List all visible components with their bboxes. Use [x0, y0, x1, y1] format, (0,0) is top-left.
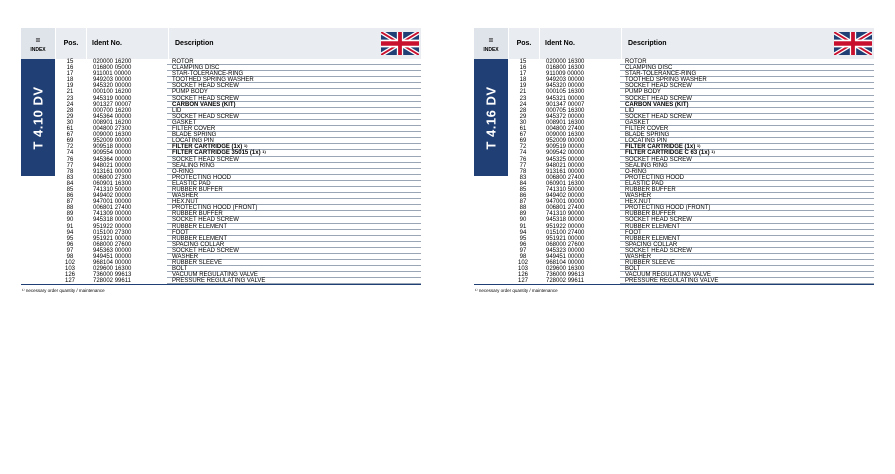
ident-cell: 728002 99611 — [546, 278, 584, 285]
table-header — [474, 28, 874, 59]
pos-cell: 24 — [66, 101, 74, 108]
description-column-label: Description — [175, 40, 214, 47]
pos-cell: 30 — [519, 119, 527, 126]
pos-cell: 19 — [66, 83, 74, 90]
description-text: FILTER COVER — [625, 126, 669, 133]
pos-cell: 126 — [517, 272, 528, 279]
pos-cell: 21 — [66, 89, 74, 96]
description-text: FILTER CARTRIDGE C 63 (1x) — [625, 150, 710, 157]
description-column-header — [168, 28, 421, 59]
footnote-marker: 1) — [696, 143, 701, 149]
pos-cell: 83 — [66, 174, 74, 181]
description-text: FILTER COVER — [172, 126, 216, 133]
ident-cell: 016800 16300 — [546, 65, 585, 72]
pos-cell: 28 — [66, 107, 74, 114]
pos-cell: 85 — [66, 186, 74, 193]
description-text: PUMP BODY — [172, 89, 208, 96]
description-text: SPACING COLLAR — [625, 241, 678, 248]
description-text: SOCKET HEAD SCREW — [625, 217, 692, 224]
ident-cell: 009000 16300 — [93, 132, 132, 139]
pos-cell: 74 — [519, 150, 527, 157]
pos-cell: 97 — [66, 247, 74, 254]
description-text: RUBBER BUFFER — [625, 186, 676, 193]
index-label: INDEX — [30, 47, 46, 53]
pos-cell: 102 — [64, 260, 75, 267]
ident-cell: 015100 27300 — [93, 229, 132, 236]
pos-cell: 84 — [66, 180, 74, 187]
pos-cell: 77 — [519, 162, 527, 169]
ident-cell: 948021 00000 — [546, 162, 585, 169]
pos-cell: 76 — [66, 156, 74, 163]
pos-cell: 86 — [66, 193, 74, 200]
ident-cell: 945320 00000 — [546, 83, 585, 90]
ident-cell: 009000 16300 — [546, 132, 585, 139]
description-text: WASHER — [172, 193, 199, 200]
description-text: ROTOR — [625, 59, 647, 65]
ident-cell: 968104 00000 — [546, 260, 585, 267]
table-body — [474, 59, 874, 284]
description-text: BOLT — [172, 266, 188, 273]
pos-cell: 103 — [64, 266, 75, 273]
footnote: ¹⁾ necessary order quantity / maintenance — [475, 288, 558, 294]
ident-cell: 060901 16300 — [93, 180, 132, 187]
pos-cell: 91 — [66, 223, 74, 230]
ident-cell: 945325 00000 — [546, 156, 585, 163]
description-text: FILTER CARTRIDGE (1x) — [625, 144, 696, 151]
ident-cell: 948021 00000 — [93, 162, 132, 169]
description-text: PRESSURE REGULATING VALVE — [625, 278, 719, 285]
ident-cell: 008901 16300 — [546, 119, 585, 126]
ident-cell: 949203 00000 — [546, 77, 585, 84]
ident-cell: 945363 00000 — [93, 247, 132, 254]
pos-cell: 87 — [519, 199, 527, 206]
pos-cell: 28 — [519, 107, 527, 114]
ident-cell: 000105 16300 — [546, 89, 585, 96]
description-text: CLAMPING DISC — [625, 65, 673, 72]
description-text: PROTECTING HOOD (FRONT) — [625, 205, 711, 212]
description-text: PRESSURE REGULATING VALVE — [172, 278, 266, 285]
parts-table — [21, 28, 421, 285]
description-text: RUBBER SLEEVE — [625, 260, 676, 267]
description-text: SOCKET HEAD SCREW — [172, 247, 239, 254]
ident-cell: 911009 00000 — [546, 71, 584, 78]
ident-cell: 006801 27400 — [93, 205, 132, 212]
description-text: SPACING COLLAR — [172, 241, 225, 248]
ident-cell: 020000 16200 — [93, 59, 132, 65]
description-text: LID — [625, 107, 635, 114]
pos-cell: 90 — [66, 217, 74, 224]
pos-cell: 96 — [519, 241, 527, 248]
pos-cell: 16 — [519, 65, 527, 72]
pos-cell: 76 — [519, 156, 527, 163]
footnote-marker: 1) — [262, 149, 266, 155]
description-text: SOCKET HEAD SCREW — [625, 95, 692, 102]
pos-cell: 78 — [519, 168, 527, 175]
pos-cell: 85 — [519, 186, 527, 193]
ident-cell: 736000 99613 — [93, 272, 132, 279]
ident-cell: 947001 00000 — [546, 199, 585, 206]
ident-cell: 741310 50000 — [546, 186, 585, 193]
ident-cell: 006801 27400 — [546, 205, 585, 212]
description-column-label: Description — [628, 40, 667, 47]
ident-cell: 741310 50000 — [93, 186, 132, 193]
ident-cell: 741309 00000 — [93, 211, 132, 218]
description-text: HEX.NUT — [625, 199, 652, 206]
pos-cell: 95 — [66, 235, 74, 242]
pos-cell: 21 — [519, 89, 527, 96]
index-dash: = — [35, 36, 41, 45]
pos-cell: 88 — [519, 205, 527, 212]
pos-cell: 127 — [64, 278, 75, 285]
pos-cell: 102 — [517, 260, 528, 267]
parts-table — [474, 28, 874, 285]
description-text: RUBBER BUFFER — [172, 211, 223, 218]
pos-cell: 94 — [519, 229, 527, 236]
description-text: RUBBER BUFFER — [172, 186, 223, 193]
ident-cell: 909518 00000 — [93, 144, 132, 151]
description-text: RUBBER ELEMENT — [625, 223, 681, 230]
description-text: SOCKET HEAD SCREW — [625, 156, 692, 163]
description-text: SOCKET HEAD SCREW — [625, 113, 692, 120]
pos-cell: 19 — [519, 83, 527, 90]
pos-cell: 127 — [517, 278, 528, 285]
description-text: PROTECTING HOOD — [172, 174, 232, 181]
description-text: RUBBER BUFFER — [625, 211, 676, 218]
ident-cell: 909542 00000 — [546, 150, 585, 157]
ident-cell: 945318 00000 — [546, 217, 585, 224]
ident-column-header: Ident No. — [539, 28, 621, 59]
description-text: ELASTIC PAD — [172, 180, 211, 187]
description-text: SOCKET HEAD SCREW — [172, 83, 239, 90]
row-list — [508, 59, 874, 284]
ident-cell: 020000 16300 — [546, 59, 585, 65]
ident-cell: 945323 00000 — [546, 247, 585, 254]
ident-cell: 004800 27300 — [93, 126, 132, 133]
ident-cell: 736000 99613 — [546, 272, 585, 279]
ident-cell: 949451 00000 — [93, 254, 132, 260]
footnote: ¹⁾ necessary order quantity / maintenance — [22, 288, 105, 294]
description-text: BLADE SPRING — [625, 132, 670, 139]
table-body — [21, 59, 421, 284]
pos-cell: 91 — [519, 223, 527, 230]
ident-cell: 909554 00000 — [93, 150, 132, 157]
description-text: FILTER CARTRIDGE (1x) — [172, 144, 243, 151]
pos-cell: 67 — [519, 132, 527, 139]
ident-cell: 006800 27300 — [93, 174, 132, 181]
pos-cell: 16 — [66, 65, 74, 72]
ident-cell: 029600 16300 — [546, 266, 585, 273]
ident-cell: 947001 00000 — [93, 199, 132, 206]
ident-cell: 741310 90000 — [546, 211, 585, 218]
pos-cell: 89 — [66, 211, 74, 218]
ident-cell: 901327 00007 — [93, 101, 132, 108]
pos-cell: 29 — [66, 113, 74, 120]
pos-cell: 74 — [66, 150, 74, 157]
pos-cell: 98 — [66, 254, 74, 260]
uk-flag-icon — [381, 32, 419, 55]
ident-cell: 949402 00000 — [93, 193, 132, 200]
description-text: SOCKET HEAD SCREW — [625, 247, 692, 254]
parts-table-right — [474, 28, 874, 294]
ident-cell: 911001 00000 — [93, 71, 131, 78]
description-text: CLAMPING DISC — [172, 65, 220, 72]
index-header-cell — [21, 28, 55, 59]
pos-cell: 83 — [519, 174, 527, 181]
ident-cell: 913161 00000 — [546, 168, 585, 175]
pos-cell: 88 — [66, 205, 74, 212]
ident-column-header: Ident No. — [86, 28, 168, 59]
pos-cell: 95 — [519, 235, 527, 242]
ident-cell: 951921 00000 — [93, 235, 132, 242]
ident-cell: 909519 00000 — [546, 144, 585, 151]
description-text: FOOT — [625, 229, 642, 236]
pos-cell: 87 — [66, 199, 74, 206]
parts-table-left — [21, 28, 421, 294]
pos-cell: 97 — [519, 247, 527, 254]
ident-cell: 015100 27400 — [546, 229, 585, 236]
description-text: LOCATING PIN — [172, 138, 214, 145]
model-label: T 4.10 DV — [30, 85, 46, 150]
description-text: O-RING — [172, 168, 194, 175]
description-cell — [167, 278, 421, 284]
model-sidebar — [21, 59, 55, 176]
ident-cell: 060901 16300 — [546, 180, 585, 187]
index-dash: = — [488, 36, 494, 45]
description-text: TOOTHED SPRING WASHER — [172, 77, 254, 84]
description-text: STAR-TOLERANCE-RING — [625, 71, 697, 78]
ident-cell: 008901 16200 — [93, 119, 132, 126]
ident-cell: 029600 16300 — [93, 266, 132, 273]
index-label: INDEX — [483, 47, 499, 53]
ident-cell: 951922 00000 — [546, 223, 585, 230]
ident-cell: 945364 00000 — [93, 113, 132, 120]
pos-cell: 94 — [66, 229, 74, 236]
ident-cell: 952009 00000 — [546, 138, 585, 145]
pos-cell: 126 — [64, 272, 75, 279]
description-text: RUBBER ELEMENT — [625, 235, 681, 242]
table-header — [21, 28, 421, 59]
pos-cell: 61 — [66, 126, 74, 133]
pos-cell: 84 — [519, 180, 527, 187]
pos-cell: 15 — [66, 59, 74, 65]
ident-cell: 952009 00000 — [93, 138, 132, 145]
ident-cell: 913161 00000 — [93, 168, 132, 175]
ident-cell: 945372 00000 — [546, 113, 585, 120]
pos-cell: 23 — [66, 95, 74, 102]
ident-cell: 949451 00000 — [546, 254, 585, 260]
ident-cell: 728002 99611 — [93, 278, 131, 285]
ident-cell: 068000 27600 — [93, 241, 132, 248]
description-text: TOOTHED SPRING WASHER — [625, 77, 707, 84]
pos-cell: 18 — [66, 77, 74, 84]
description-text: FOOT — [172, 229, 189, 236]
description-text: CARBON VANES (KIT) — [625, 101, 689, 108]
ident-cell: 068000 27600 — [546, 241, 585, 248]
description-text: PROTECTING HOOD — [625, 174, 685, 181]
pos-cell: 69 — [66, 138, 74, 145]
footnote-marker: 1) — [711, 149, 715, 155]
description-text: WASHER — [625, 193, 652, 200]
description-text: SEALING RING — [172, 162, 215, 169]
pos-column-header: Pos. — [55, 28, 86, 59]
pos-cell: 23 — [519, 95, 527, 102]
ident-cell: 901347 00007 — [546, 101, 585, 108]
description-text: WASHER — [625, 254, 652, 260]
pos-cell: 17 — [519, 71, 527, 78]
ident-cell: 004800 27400 — [546, 126, 585, 133]
description-text: BOLT — [625, 266, 641, 273]
pos-cell: 72 — [519, 144, 527, 151]
description-text: GASKET — [172, 119, 197, 126]
pos-cell: 77 — [66, 162, 74, 169]
description-column-header — [621, 28, 874, 59]
table-row — [55, 278, 421, 284]
ident-cell: 951921 00000 — [546, 235, 585, 242]
ident-cell: 000100 16200 — [93, 89, 132, 96]
ident-cell: 006800 27400 — [546, 174, 585, 181]
description-text: SOCKET HEAD SCREW — [172, 95, 239, 102]
pos-cell: 86 — [519, 193, 527, 200]
pos-cell: 89 — [519, 211, 527, 218]
pos-cell: 61 — [519, 126, 527, 133]
description-text: STAR-TOLERANCE-RING — [172, 71, 244, 78]
description-cell — [620, 278, 874, 284]
pos-cell: 30 — [66, 119, 74, 126]
ident-cell: 968104 00000 — [93, 260, 132, 267]
model-label: T 4.16 DV — [483, 85, 499, 150]
pos-cell: 69 — [519, 138, 527, 145]
pos-cell: 96 — [66, 241, 74, 248]
ident-cell: 945364 00000 — [93, 156, 132, 163]
description-text: RUBBER ELEMENT — [172, 235, 228, 242]
description-text: ELASTIC PAD — [625, 180, 664, 187]
pos-cell: 98 — [519, 254, 527, 260]
description-text: LID — [172, 107, 182, 114]
ident-cell: 945320 00000 — [93, 83, 132, 90]
description-text: VACUUM REGULATING VALVE — [625, 272, 711, 279]
description-text: BLADE SPRING — [172, 132, 217, 139]
description-text: SOCKET HEAD SCREW — [172, 113, 239, 120]
pos-cell: 103 — [517, 266, 528, 273]
description-text: PUMP BODY — [625, 89, 661, 96]
description-text: RUBBER ELEMENT — [172, 223, 228, 230]
description-text: PROTECTING HOOD (FRONT) — [172, 205, 258, 212]
model-sidebar — [474, 59, 508, 176]
description-text: FILTER CARTRIDGE 35015 (1x) — [172, 150, 261, 157]
description-text: WASHER — [172, 254, 199, 260]
description-text: SOCKET HEAD SCREW — [625, 83, 692, 90]
pos-cell: 90 — [519, 217, 527, 224]
index-header-cell — [474, 28, 508, 59]
uk-flag-icon — [834, 32, 872, 55]
footnote-marker: 1) — [243, 143, 248, 149]
description-text: LOCATING PIN — [625, 138, 667, 145]
description-text: ROTOR — [172, 59, 194, 65]
ident-cell: 016800 05000 — [93, 65, 132, 72]
pos-cell: 18 — [519, 77, 527, 84]
ident-cell: 000705 16300 — [546, 107, 585, 114]
pos-cell: 67 — [66, 132, 74, 139]
ident-cell: 000700 16200 — [93, 107, 132, 114]
ident-cell: 945321 00000 — [546, 95, 585, 102]
description-text: HEX.NUT — [172, 199, 199, 206]
pos-cell: 17 — [66, 71, 74, 78]
pos-cell: 24 — [519, 101, 527, 108]
pos-cell: 29 — [519, 113, 527, 120]
description-text: SEALING RING — [625, 162, 668, 169]
description-text: O-RING — [625, 168, 647, 175]
row-list — [55, 59, 421, 284]
description-text: SOCKET HEAD SCREW — [172, 217, 239, 224]
pos-cell: 78 — [66, 168, 74, 175]
pos-column-header: Pos. — [508, 28, 539, 59]
description-text: SOCKET HEAD SCREW — [172, 156, 239, 163]
description-text: CARBON VANES (KIT) — [172, 101, 236, 108]
pos-cell: 15 — [519, 59, 527, 65]
ident-cell: 949203 00000 — [93, 77, 132, 84]
description-text: RUBBER SLEEVE — [172, 260, 223, 267]
ident-cell: 945318 00000 — [93, 217, 132, 224]
description-text: GASKET — [625, 119, 650, 126]
ident-cell: 949402 00000 — [546, 193, 585, 200]
table-row — [508, 278, 874, 284]
ident-cell: 945319 00000 — [93, 95, 132, 102]
description-text: VACUUM REGULATING VALVE — [172, 272, 258, 279]
ident-cell: 951922 00000 — [93, 223, 132, 230]
pos-cell: 72 — [66, 144, 74, 151]
